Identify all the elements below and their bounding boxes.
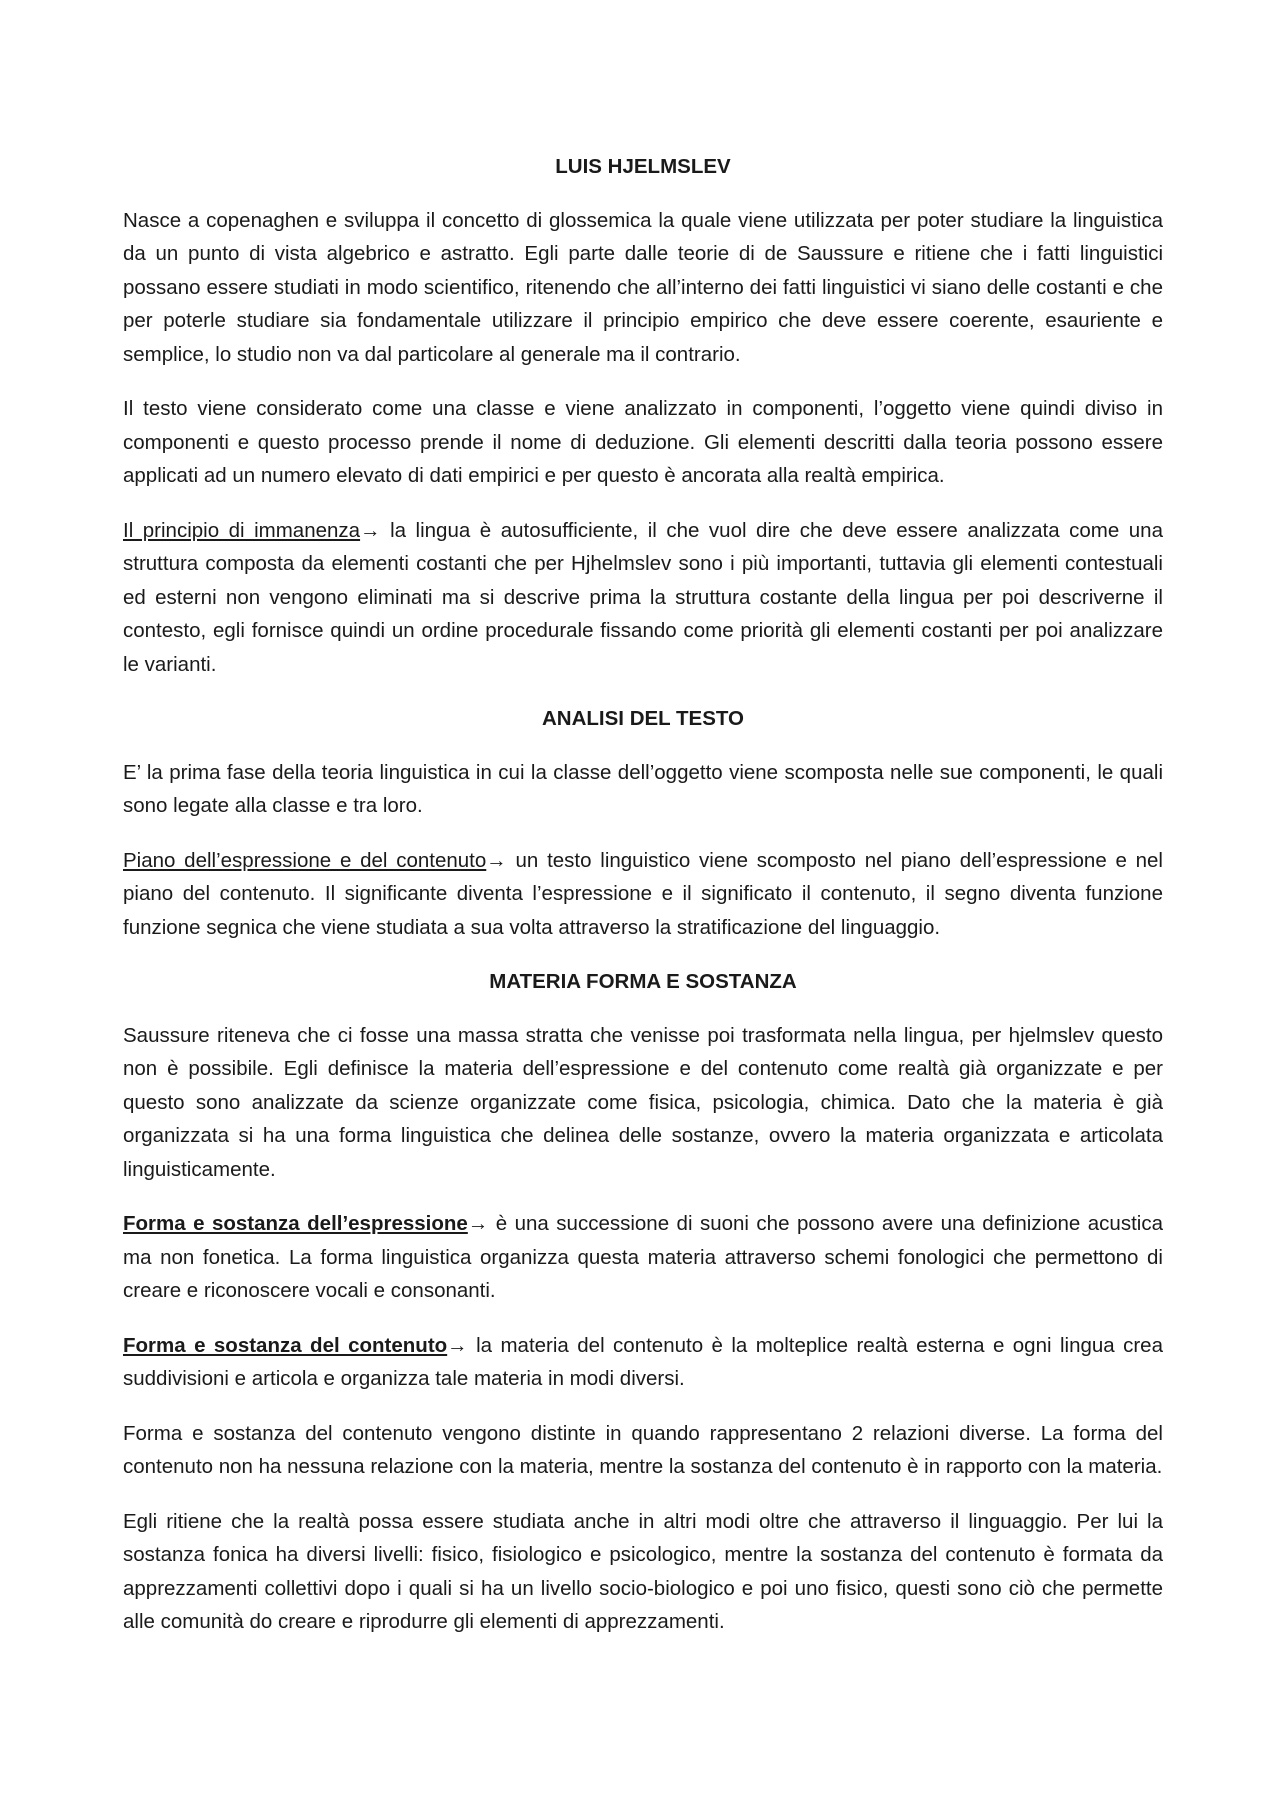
paragraph-materia: Saussure riteneva che ci fosse una massa stratta che venisse poi trasformata nella lingua, per hjelmslev questo non è possibile. Egli definisce la materia dell’espressione e del contenuto come realtà già organizzate e per questo sono analizzate da scienze organizzate come fisica, psicologia, chimica. Dato che la materia è già organizzata si ha una forma linguistica che delinea delle sostanze, ovvero la materia organizzata e articolata linguisticamente.: [123, 1023, 1163, 1181]
paragraph-immanence-text: la lingua è autosufficiente, il che vuol dire che deve essere analizzata come una struttura composta da elementi costanti che per Hjhelmslev sono i più importanti, tuttavia gli elementi contestuali ed esterni non vengono eliminati ma si descrive prima la struttura costante della lingua per poi descriverne il contesto, egli fornisce quindi un ordine procedurale fissando come priorità gli elementi costanti per poi analizzare le varianti.: [123, 518, 1163, 676]
term-espressione: Forma e sostanza dell’espressione: [123, 1212, 468, 1235]
paragraph-espressione: [123, 1207, 1163, 1308]
section-heading-analisi: ANALISI DEL TESTO: [542, 707, 744, 730]
paragraph-realta: Egli ritiene che la realtà possa essere studiata anche in altri modi oltre che attraverso il linguaggio. Per lui la sostanza fonica ha diversi livelli: fisico, fisiologico e psicologico, mentre la sostanza del contenuto è formata da apprezzamenti collettivi dopo i quali si ha un livello socio-biologico e poi uno fisico, questi sono ciò che permette alle comunità do creare e riprodurre gli elementi di apprezzamenti.: [123, 1509, 1163, 1633]
arrow-icon: →: [447, 1333, 468, 1357]
paragraph-espressione-text: è una successione di suoni che possono avere una definizione acustica ma non fonetica. La forma linguistica organizza questa materia attraverso schemi fonologici che permettono di creare e riconoscere vocali e consonanti.: [123, 1212, 1163, 1302]
document-title: LUIS HJELMSLEV: [555, 155, 731, 178]
arrow-icon: →: [467, 1212, 489, 1235]
document-page: [123, 150, 1163, 1660]
paragraph-immanence: [123, 514, 1163, 682]
term-piano: Piano dell’espressione e del contenuto: [123, 848, 487, 872]
section-heading-materia: MATERIA FORMA E SOSTANZA: [489, 970, 797, 993]
arrow-icon: →: [360, 518, 381, 542]
paragraph-piano-text: un testo linguistico viene scomposto nel piano dell’espressione e nel piano del contenuto. Il significante diventa l’espressione e il significato il contenuto, il segno diventa funzione funzione segnica che viene studiata a sua volta attraverso la stratificazione del linguaggio.: [123, 848, 1163, 939]
paragraph-contenuto: [123, 1329, 1163, 1396]
paragraph-intro: Nasce a copenaghen e sviluppa il concetto di glossemica la quale viene utilizzata per poter studiare la linguistica da un punto di vista algebrico e astratto. Egli parte dalle teorie di de Saussure e ritiene che i fatti linguistici possano essere studiati in modo scientifico, ritenendo che all’interno dei fatti linguistici vi siano delle costanti e che per poterle studiare sia fondamentale utilizzare il principio empirico che deve essere coerente, esauriente e semplice, lo studio non va dal particolare al generale ma il contrario.: [123, 208, 1163, 366]
term-contenuto: Forma e sostanza del contenuto: [123, 1333, 448, 1357]
paragraph-text-class: Il testo viene considerato come una classe e viene analizzato in componenti, l’oggetto viene quindi diviso in componenti e questo processo prende il nome di deduzione. Gli elementi descritti dalla teoria possono essere applicati ad un numero elevato di dati empirici e per questo è ancorata alla realtà empirica.: [123, 397, 1163, 487]
arrow-icon: →: [486, 848, 507, 872]
paragraph-contenuto-text: la materia del contenuto è la molteplice realtà esterna e ogni lingua crea suddivisioni e articola e organizza tale materia in modi diversi.: [123, 1333, 1163, 1390]
paragraph-relazioni: Forma e sostanza del contenuto vengono distinte in quando rappresentano 2 relazioni diverse. La forma del contenuto non ha nessuna relazione con la materia, mentre la sostanza del contenuto è in rapporto con la materia.: [123, 1421, 1163, 1478]
paragraph-piano: [123, 844, 1163, 945]
term-immanence: Il principio di immanenza: [123, 518, 361, 542]
paragraph-analisi: E’ la prima fase della teoria linguistica in cui la classe dell’oggetto viene scomposta nelle sue componenti, le quali sono legate alla classe e tra loro.: [123, 760, 1163, 817]
